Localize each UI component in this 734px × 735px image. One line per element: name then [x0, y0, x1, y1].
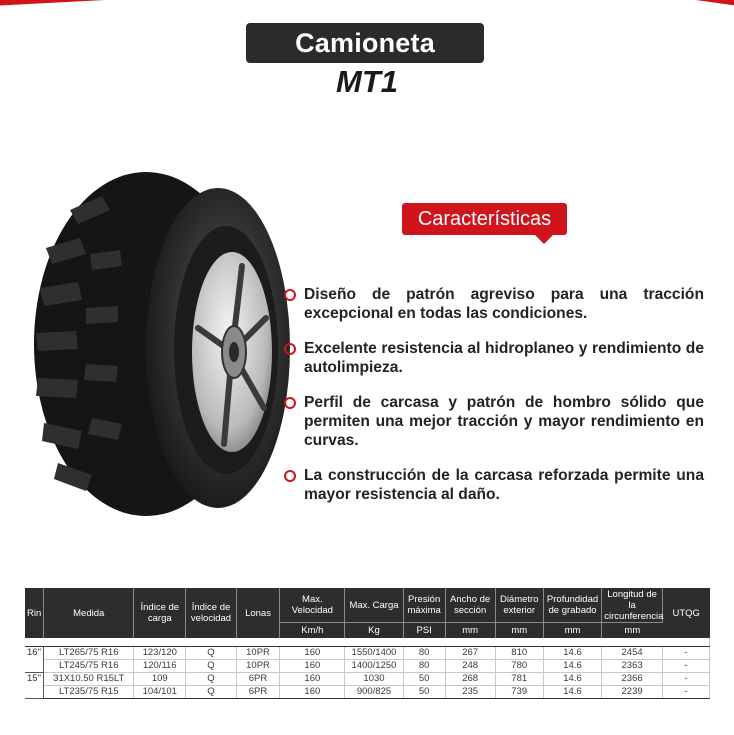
features-list	[282, 285, 704, 520]
cell-ancho: 268	[445, 673, 495, 686]
cell-profundidad: 14.6	[543, 660, 602, 673]
spec-table	[25, 588, 710, 699]
feature-item	[282, 339, 704, 377]
table-spacer	[25, 638, 710, 647]
top-right-stripe	[564, 0, 734, 8]
unit-pressure: PSI	[403, 623, 445, 639]
model-name: MT1	[336, 64, 398, 99]
cell-indice-velocidad: Q	[186, 647, 236, 660]
header-presion: Presión máxima	[403, 588, 445, 623]
cell-medida: LT235/75 R15	[44, 686, 134, 699]
cell-profundidad: 14.6	[543, 686, 602, 699]
cell-max-velocidad: 160	[280, 673, 345, 686]
table-header-row	[25, 588, 710, 623]
header-max-carga: Max. Carga	[345, 588, 404, 623]
cell-lonas: 10PR	[236, 660, 280, 673]
cell-utqg: -	[662, 647, 709, 660]
feature-item	[282, 466, 704, 504]
cell-longitud: 2363	[602, 660, 663, 673]
cell-longitud: 2454	[602, 647, 663, 660]
unit-circumference: mm	[602, 623, 663, 639]
cell-utqg: -	[662, 660, 709, 673]
category-title	[246, 23, 484, 63]
cell-max-carga: 1550/1400	[345, 647, 404, 660]
category-title-text: Camioneta	[295, 27, 435, 58]
cell-lonas: 6PR	[236, 673, 280, 686]
feature-item	[282, 285, 704, 323]
cell-diametro: 739	[495, 686, 543, 699]
cell-indice-carga: 123/120	[134, 647, 186, 660]
cell-indice-carga: 104/101	[134, 686, 186, 699]
table-row	[25, 660, 710, 673]
header-ancho: Ancho de sección	[445, 588, 495, 623]
cell-max-velocidad: 160	[280, 686, 345, 699]
unit-diameter: mm	[495, 623, 543, 639]
cell-medida: 31X10.50 R15LT	[44, 673, 134, 686]
cell-indice-velocidad: Q	[186, 686, 236, 699]
cell-longitud: 2239	[602, 686, 663, 699]
cell-profundidad: 14.6	[543, 673, 602, 686]
unit-load: Kg	[345, 623, 404, 639]
cell-max-velocidad: 160	[280, 660, 345, 673]
cell-indice-carga: 120/116	[134, 660, 186, 673]
circle-bullet-icon	[284, 470, 296, 482]
cell-profundidad: 14.6	[543, 647, 602, 660]
table-row	[25, 686, 710, 699]
circle-bullet-icon	[284, 343, 296, 355]
features-badge-label: Características	[417, 207, 552, 230]
cell-presion: 80	[403, 647, 445, 660]
cell-utqg: -	[662, 673, 709, 686]
header-indice-carga: Índice de carga	[134, 588, 186, 638]
header-longitud: Longitud de la circunferencia	[602, 588, 663, 623]
header-profundidad: Profundidad de grabado	[543, 588, 602, 623]
rin-cell: 16"	[25, 647, 44, 673]
cell-diametro: 810	[495, 647, 543, 660]
feature-text: Diseño de patrón agreviso para una tracción excepcional en todas las condiciones.	[304, 286, 704, 322]
cell-ancho: 267	[445, 647, 495, 660]
header-utqg: UTQG	[662, 588, 709, 638]
rin-cell: 15"	[25, 673, 44, 699]
cell-indice-velocidad: Q	[186, 673, 236, 686]
feature-text: Excelente resistencia al hidroplaneo y rendimiento de autolimpieza.	[304, 340, 704, 376]
circle-bullet-icon	[284, 397, 296, 409]
unit-width: mm	[445, 623, 495, 639]
cell-ancho: 235	[445, 686, 495, 699]
cell-longitud: 2366	[602, 673, 663, 686]
cell-presion: 80	[403, 660, 445, 673]
cell-max-carga: 1400/1250	[345, 660, 404, 673]
cell-presion: 50	[403, 673, 445, 686]
top-left-stripe	[0, 0, 180, 6]
header-indice-velocidad: Índice de velocidad	[186, 588, 236, 638]
cell-diametro: 781	[495, 673, 543, 686]
unit-speed: Km/h	[280, 623, 345, 639]
circle-bullet-icon	[284, 289, 296, 301]
cell-max-velocidad: 160	[280, 647, 345, 660]
feature-item	[282, 393, 704, 450]
table-row	[25, 673, 710, 686]
cell-medida: LT245/75 R16	[44, 660, 134, 673]
cell-lonas: 6PR	[236, 686, 280, 699]
cell-indice-carga: 109	[134, 673, 186, 686]
cell-utqg: -	[662, 686, 709, 699]
cell-ancho: 248	[445, 660, 495, 673]
feature-text: La construcción de la carcasa reforzada permite una mayor resistencia al daño.	[304, 467, 704, 503]
cell-max-carga: 900/825	[345, 686, 404, 699]
cell-indice-velocidad: Q	[186, 660, 236, 673]
table-row	[25, 647, 710, 660]
features-badge	[402, 203, 567, 235]
header-diametro: Diámetro exterior	[495, 588, 543, 623]
header-lonas: Lonas	[236, 588, 280, 638]
header-rin: Rin	[25, 588, 44, 638]
tire-image	[28, 168, 290, 520]
feature-text: Perfil de carcasa y patrón de hombro sólido que permiten una mejor tracción y mayor rendimiento en curvas.	[304, 394, 704, 449]
header-max-velocidad: Max. Velocidad	[280, 588, 345, 623]
unit-depth: mm	[543, 623, 602, 639]
cell-presion: 50	[403, 686, 445, 699]
cell-medida: LT265/75 R16	[44, 647, 134, 660]
cell-max-carga: 1030	[345, 673, 404, 686]
cell-lonas: 10PR	[236, 647, 280, 660]
header-medida: Medida	[44, 588, 134, 638]
cell-diametro: 780	[495, 660, 543, 673]
